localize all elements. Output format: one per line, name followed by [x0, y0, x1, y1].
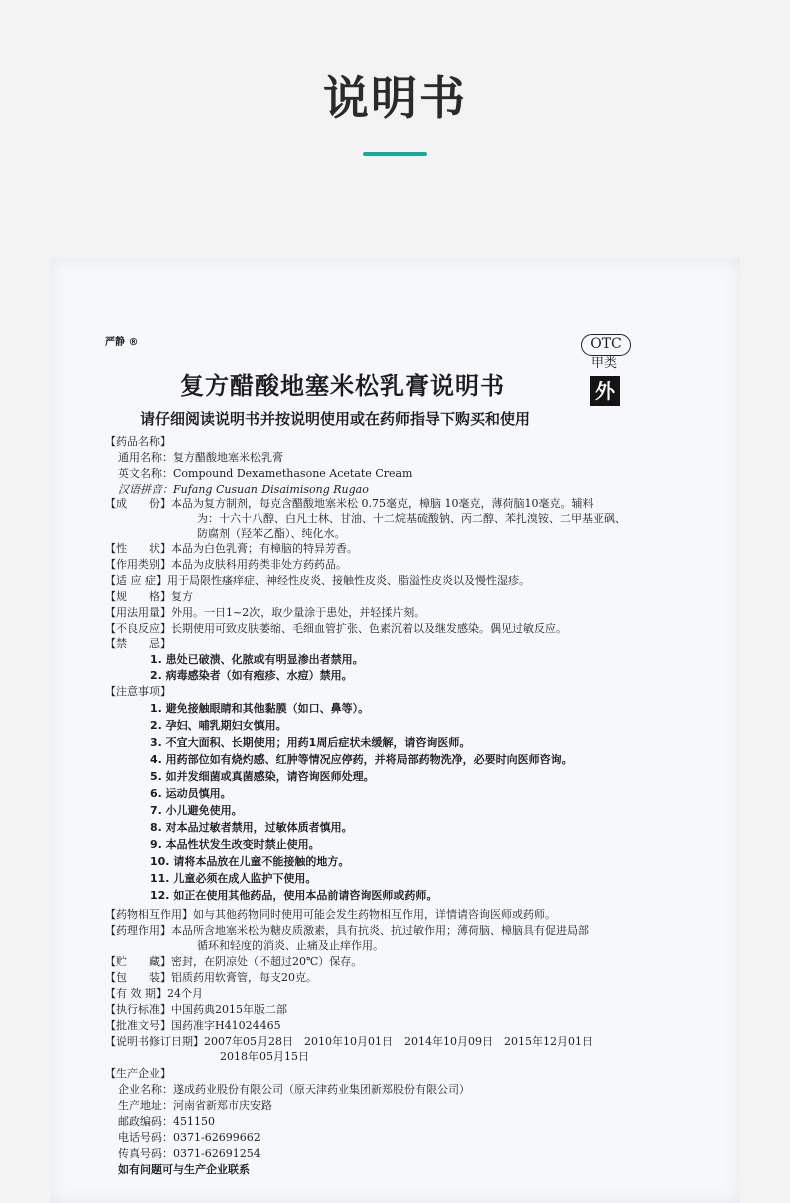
english-name: 英文名称：Compound Dexamethasone Acetate Cream: [118, 467, 413, 480]
page-header-title: 说明书: [323, 71, 467, 125]
indications: 【适 应 症】用于局限性瘙痒症、神经性皮炎、接触性皮炎、脂溢性皮炎以及慢性湿疹。: [105, 574, 530, 587]
pharmacology-line-2: 循环和轻度的消炎、止痛及止痒作用。: [197, 939, 384, 952]
precaution-item: 4. 用药部位如有烧灼感、红肿等情况应停药，并将局部药物洗净，必要时向医师咨询。: [150, 753, 573, 766]
precaution-item: 1. 避免接触眼睛和其他黏膜（如口、鼻等）。: [150, 702, 370, 715]
specification: 【规 格】复方: [105, 590, 193, 603]
precautions-heading: 【注意事项】: [105, 685, 171, 698]
approval-number: 【批准文号】国药准字H41024465: [105, 1019, 281, 1032]
category: 【作用类别】本品为皮肤科用药类非处方药药品。: [105, 558, 347, 571]
precaution-item: 3. 不宜大面积、长期使用；用药1周后症状未缓解，请咨询医师。: [150, 736, 471, 749]
pharmacology-line-1: 【药理作用】本品所含地塞米松为糖皮质激素，具有抗炎、抗过敏作用；薄荷脑、樟脑具有促进局部: [105, 924, 589, 937]
instruction-leaflet: [50, 258, 740, 1203]
brand-logo: 严静 ®: [105, 337, 139, 348]
header-accent-bar: [363, 152, 427, 156]
generic-name: 通用名称：复方醋酸地塞米松乳膏: [118, 451, 283, 464]
package: 【包 装】铝质药用软膏管，每支20克。: [105, 971, 317, 984]
ingredients-line-3: 防腐剂（羟苯乙酯）、纯化水。: [197, 527, 346, 540]
phone-number: 电话号码：0371-62699662: [118, 1131, 261, 1144]
precaution-item: 9. 本品性状发生改变时禁止使用。: [150, 838, 320, 851]
ingredients-line-1: 【成 份】本品为复方制剂，每克含醋酸地塞米松 0.75毫克，樟脑 10毫克，薄荷脑10毫克。辅料: [105, 497, 594, 510]
otc-class-label: 甲类: [591, 356, 618, 371]
validity-period: 【有 效 期】24个月: [105, 987, 203, 1000]
manufacturer-heading: 【生产企业】: [105, 1067, 171, 1080]
adverse-reactions: 【不良反应】长期使用可致皮肤萎缩、毛细血管扩张、色素沉着以及继发感染。偶见过敏反应。: [105, 622, 567, 635]
precaution-item: 2. 孕妇、哺乳期妇女慎用。: [150, 719, 287, 732]
precaution-item: 12. 如正在使用其他药品，使用本品前请咨询医师或药师。: [150, 889, 438, 902]
document-title: 复方醋酸地塞米松乳膏说明书: [180, 372, 505, 400]
fax-number: 传真号码：0371-62691254: [118, 1147, 261, 1160]
company-address: 生产地址：河南省新郑市庆安路: [118, 1099, 272, 1112]
document-subtitle: 请仔细阅读说明书并按说明使用或在药师指导下购买和使用: [140, 410, 531, 428]
drug-name-heading: 【药品名称】: [105, 435, 171, 448]
revision-dates-line-1: 【说明书修订日期】2007年05月28日 2010年10月01日 2014年10月09日 2015年12月01日: [105, 1035, 593, 1048]
otc-badge: OTC: [581, 334, 631, 356]
contraindications-heading: 【禁 忌】: [105, 637, 171, 650]
external-use-mark: 外: [590, 376, 620, 406]
drug-interactions: 【药物相互作用】如与其他药物同时使用可能会发生药物相互作用，详情请咨询医师或药师。: [105, 908, 556, 921]
precaution-item: 7. 小儿避免使用。: [150, 804, 243, 817]
precaution-item: 11. 儿童必须在成人监护下使用。: [150, 872, 317, 885]
precaution-item: 8. 对本品过敏者禁用，过敏体质者慎用。: [150, 821, 353, 834]
contraindication-item: 2. 病毒感染者（如有疱疹、水痘）禁用。: [150, 669, 353, 682]
properties: 【性 状】本品为白色乳膏；有樟脑的特异芳香。: [105, 542, 358, 555]
precaution-item: 10. 请将本品放在儿童不能接触的地方。: [150, 855, 350, 868]
execution-standard: 【执行标准】中国药典2015年版二部: [105, 1003, 287, 1016]
ingredients-line-2: 为：十六十八醇、白凡士林、甘油、十二烷基硫酸钠、丙二醇、苯扎溴铵、二甲基亚砜、: [197, 512, 626, 525]
revision-dates-line-2: 2018年05月15日: [220, 1050, 309, 1063]
precaution-item: 6. 运动员慎用。: [150, 787, 232, 800]
company-name: 企业名称：遂成药业股份有限公司（原天津药业集团新郑股份有限公司）: [118, 1083, 470, 1096]
precaution-item: 5. 如并发细菌或真菌感染，请咨询医师处理。: [150, 770, 375, 783]
postcode: 邮政编码：451150: [118, 1115, 215, 1128]
dosage: 【用法用量】外用。一日1~2次，取少量涂于患处，并轻揉片刻。: [105, 606, 426, 619]
contraindication-item: 1. 患处已破溃、化脓或有明显渗出者禁用。: [150, 653, 364, 666]
storage: 【贮 藏】密封，在阴凉处（不超过20℃）保存。: [105, 955, 363, 968]
pinyin-name: 汉语拼音：Fufang Cusuan Disaimisong Rugao: [118, 483, 369, 496]
contact-note: 如有问题可与生产企业联系: [118, 1163, 250, 1176]
